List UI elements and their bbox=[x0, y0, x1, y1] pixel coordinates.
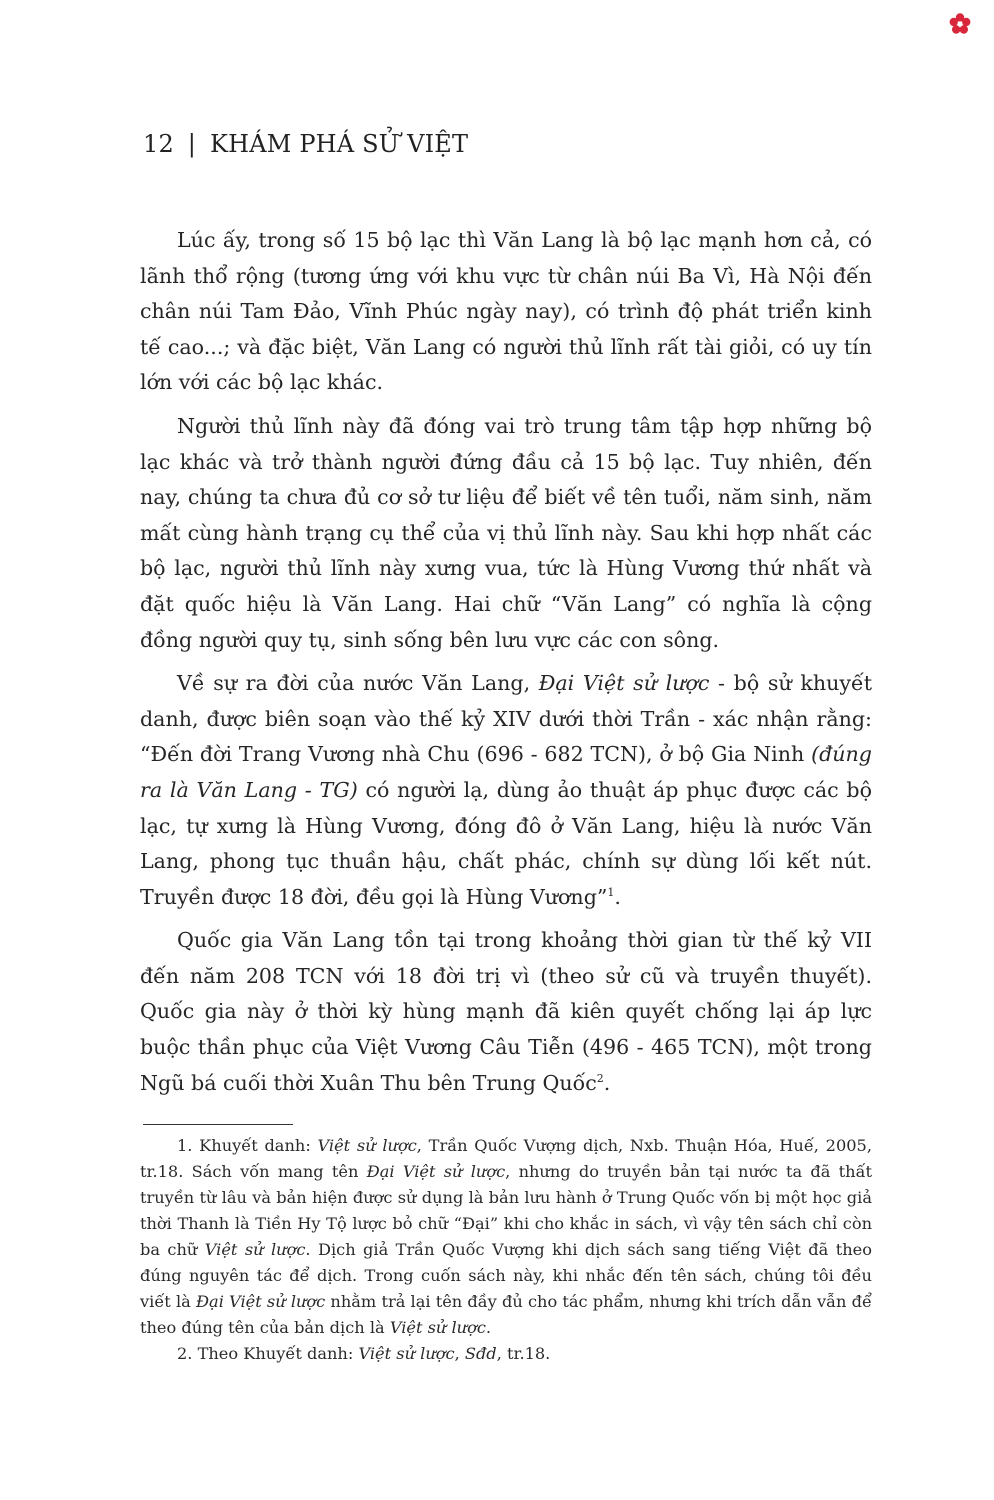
footnote-ref-1: 1 bbox=[607, 885, 615, 899]
footnote-2 bbox=[140, 1341, 872, 1367]
footnote-1-italic-2: Đại Việt sử lược bbox=[366, 1162, 506, 1181]
paragraph-3-part-1: Về sự ra đời của nước Văn Lang, bbox=[177, 671, 539, 696]
paragraph-3-part-3: có người lạ, dùng ảo thuật áp phục được các bộ lạc, tự xưng là Hùng Vương, đóng đô ở Văn Lang, hiệu là nước Văn Lang, phong tục thuần hậu, chất phác, chính sự dùng lối kết nút. Truyền được 18 đời, đều gọi là Hùng Vương” bbox=[140, 777, 872, 909]
footnote-2-part-3: , tr.18. bbox=[496, 1344, 551, 1363]
footnote-1-part-2: , Trần Quốc Vượng dịch, Nxb. Thuận Hóa, Huế, 2005, tr.18. Sách vốn mang tên bbox=[140, 1136, 873, 1181]
running-header bbox=[143, 130, 468, 158]
book-title: KHÁM PHÁ SỬ VIỆT bbox=[209, 130, 469, 158]
paragraph-4-text: Quốc gia Văn Lang tồn tại trong khoảng thời gian từ thế kỷ VII đến năm 208 TCN với 18 đời trị vì (theo sử cũ và truyền thuyết). Quốc gia này ở thời kỳ hùng mạnh đã kiên quyết chống lại áp lực buộc thần phục của Việt Vương Câu Tiễn (496 - 465 TCN), một trong Ngũ bá cuối thời Xuân Thu bên Trung Quốc bbox=[140, 928, 872, 1095]
paragraph-3-part-2: - bộ sử khuyết danh, được biên soạn vào thế kỷ XIV dưới thời Trần - xác nhận rằng: “Đến đời Trang Vương nhà Chu (696 - 682 TCN), ở bộ Gia Ninh bbox=[140, 671, 872, 767]
footnote-1-italic-3: Việt sử lược bbox=[204, 1240, 306, 1259]
footnote-2-italic-2: Sđd bbox=[464, 1344, 497, 1363]
paragraph-2: Người thủ lĩnh này đã đóng vai trò trung tâm tập hợp những bộ lạc khác và trở thành người đứng đầu cả 15 bộ lạc. Tuy nhiên, đến nay, chúng ta chưa đủ cơ sở tư liệu để biết về tên tuổi, năm sinh, năm mất cùng hành trạng cụ thể của vị thủ lĩnh này. Sau khi hợp nhất các bộ lạc, người thủ lĩnh này xưng vua, tức là Hùng Vương thứ nhất và đặt quốc hiệu là Văn Lang. Hai chữ “Văn Lang” có nghĩa là cộng đồng người quy tụ, sinh sống bên lưu vực các con sông. bbox=[140, 413, 872, 652]
footnote-2-part-1: 2. Theo Khuyết danh: bbox=[177, 1344, 359, 1363]
footnote-1-part-6: . bbox=[485, 1318, 492, 1337]
paragraph-4-end: . bbox=[603, 1070, 611, 1095]
author-note-italic: (đúng ra là Văn Lang - TG) bbox=[140, 742, 872, 802]
footnote-1-italic-1: Việt sử lược bbox=[317, 1136, 417, 1155]
footnote-1-part-1: 1. Khuyết danh: bbox=[177, 1136, 318, 1155]
header-separator: | bbox=[187, 130, 197, 158]
footnote-1 bbox=[140, 1133, 872, 1341]
footnote-ref-2: 2 bbox=[596, 1071, 604, 1085]
book-title-italic: Đại Việt sử lược bbox=[538, 671, 710, 696]
footnote-2-italic-1: Việt sử lược bbox=[358, 1344, 455, 1363]
page-number: 12 bbox=[143, 130, 174, 158]
paragraph-3 bbox=[140, 666, 872, 915]
footnote-1-italic-4: Đại Việt sử lược bbox=[195, 1292, 326, 1311]
paragraph-4 bbox=[140, 923, 872, 1101]
footnote-1-italic-5: Việt sử lược bbox=[389, 1318, 486, 1337]
footnotes bbox=[140, 1133, 872, 1367]
footnote-divider bbox=[143, 1124, 293, 1125]
flower-logo-icon bbox=[948, 12, 972, 36]
paragraph-3-end: . bbox=[614, 884, 621, 909]
paragraph-1: Lúc ấy, trong số 15 bộ lạc thì Văn Lang là bộ lạc mạnh hơn cả, có lãnh thổ rộng (tương ứng với khu vực từ chân núi Ba Vì, Hà Nội đến chân núi Tam Đảo, Vĩnh Phúc ngày nay), có trình độ phát triển kinh tế cao...; và đặc biệt, Văn Lang có người thủ lĩnh rất tài giỏi, có uy tín lớn với các bộ lạc khác. bbox=[140, 228, 872, 395]
main-text bbox=[140, 223, 872, 1109]
footnote-1-part-4: . Dịch giả Trần Quốc Vượng khi dịch sách sang tiếng Việt đã theo đúng nguyên tác để dịch. Trong cuốn sách này, khi nhắc đến tên sách, chúng tôi đều viết là bbox=[140, 1240, 872, 1311]
footnote-1-part-5: nhằm trả lại tên đầy đủ cho tác phẩm, nhưng khi trích dẫn vẫn để theo đúng tên của bản dịch là bbox=[140, 1292, 872, 1337]
footnote-1-part-3: , nhưng do truyền bản tại nước ta đã thất truyền từ lâu và bản hiện được sử dụng là bản lưu hành ở Trung Quốc vốn bị một học giả thời Thanh là Tiền Hy Tộ lược bỏ chữ “Đại” khi cho khắc in sách, vì vậy tên sách chỉ còn ba chữ bbox=[140, 1162, 872, 1259]
footnote-2-part-2: , bbox=[454, 1344, 465, 1363]
